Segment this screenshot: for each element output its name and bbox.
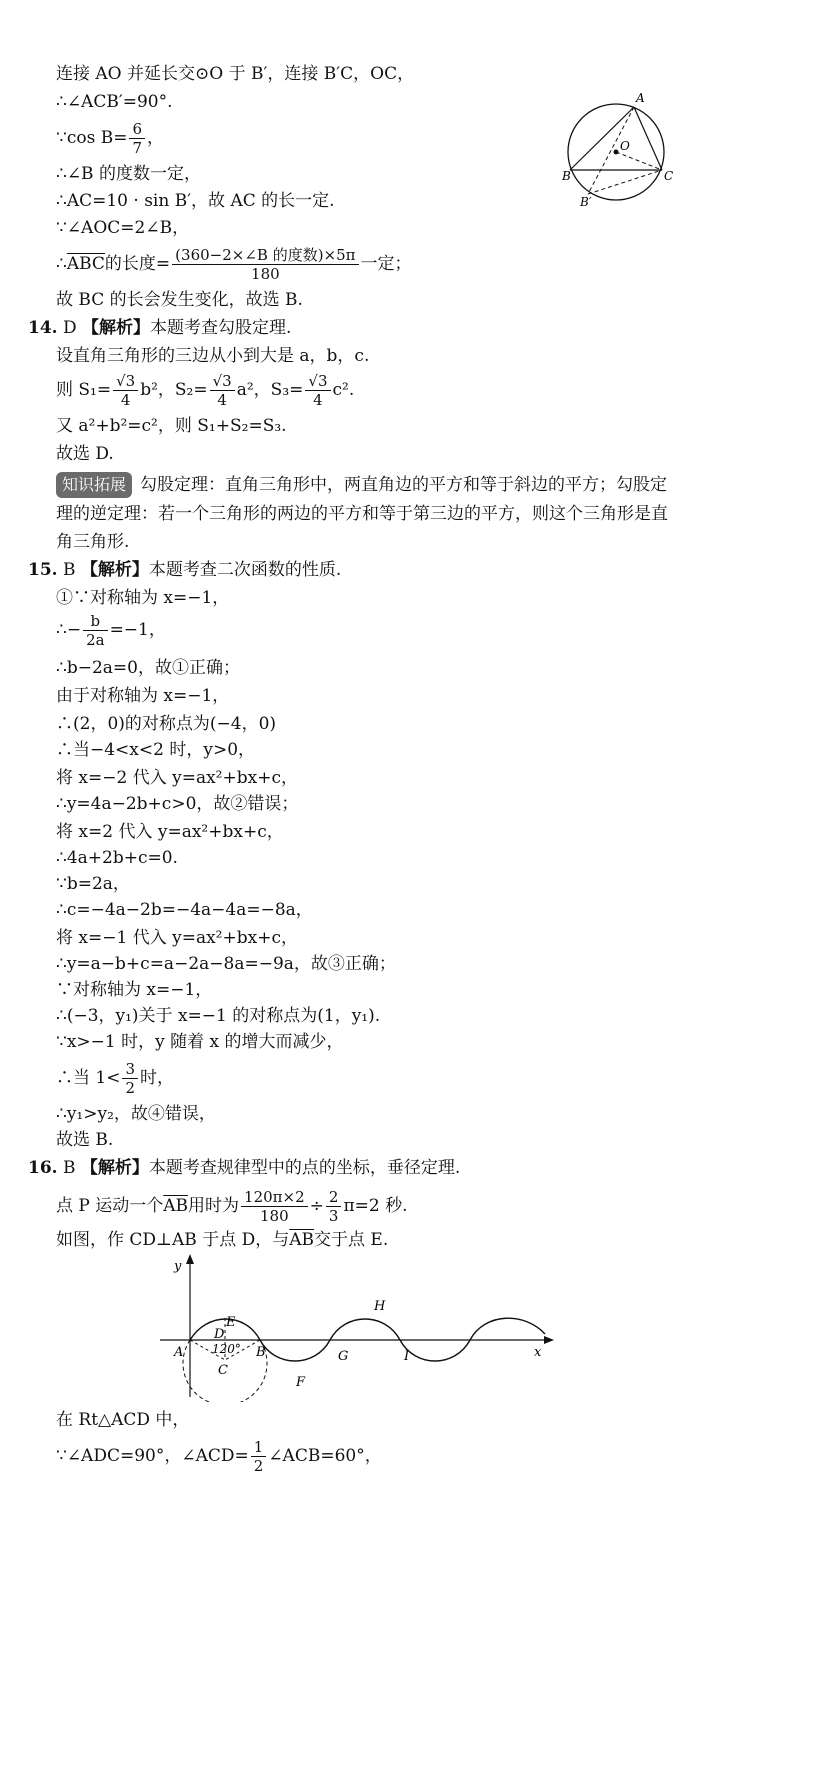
label-A: A: [636, 91, 645, 105]
fraction: [172, 246, 358, 283]
fraction: [251, 1438, 267, 1475]
y-axis-arrow: [186, 1254, 194, 1264]
text-segment: ∴: [56, 254, 67, 274]
fraction: [241, 1188, 308, 1225]
text-segment: ∵∠ADC=90°，∠ACD=: [56, 1446, 249, 1466]
text-line: [56, 1060, 174, 1097]
text-line: ∵对称轴为 x=−1，: [56, 980, 213, 1000]
text-line: 将 x=2 代入 y=ax²+bx+c，: [56, 822, 284, 842]
label-E: E: [226, 1315, 236, 1330]
text-line: ∵b=2a，: [56, 874, 130, 894]
analysis-tag: 【解析】: [80, 560, 149, 580]
numerator: (360−2×∠B 的度数)×5π: [172, 246, 358, 265]
text-segment: a²，S₃=: [236, 380, 304, 400]
text-segment: b²，S₂=: [140, 380, 208, 400]
text-segment: ∵cos B=: [56, 128, 128, 148]
center-point: [614, 150, 619, 155]
label-F: F: [296, 1375, 306, 1390]
text-segment: ∴当 1<: [56, 1068, 121, 1088]
text-segment: 一定；: [360, 254, 412, 274]
text-line: ∴b−2a=0，故①正确；: [56, 658, 240, 678]
fraction: [122, 1060, 138, 1097]
text-line: [56, 120, 164, 157]
text-segment: 交于点 E.: [314, 1230, 389, 1250]
question-14-header: [28, 316, 291, 340]
text-segment: 如图，作 CD⊥AB 于点 D，与: [56, 1230, 290, 1250]
text-line: 将 x=−2 代入 y=ax²+bx+c，: [56, 768, 298, 788]
angle-label: 120°: [212, 1342, 241, 1356]
text-line: ∵∠AOC=2∠B，: [56, 218, 190, 238]
text-line: [56, 612, 166, 649]
question-number: 16.: [28, 1158, 58, 1178]
fraction: [305, 372, 330, 409]
denominator: 4: [217, 391, 227, 409]
label-H: H: [374, 1299, 386, 1314]
text-line: 故 BC 的长会发生变化，故选 B.: [56, 290, 303, 310]
knowledge-extension-badge: 知识拓展: [56, 472, 132, 498]
label-O: O: [620, 139, 630, 153]
text-segment: ，: [146, 128, 164, 148]
text-line: 又 a²+b²=c²，则 S₁+S₂=S₃.: [56, 416, 287, 436]
label-B-prime: B′: [580, 195, 592, 208]
text-line: 连接 AO 并延长交⊙O 于 B′，连接 B′C，OC，: [56, 64, 415, 84]
label-B: B: [562, 169, 571, 183]
text-line: ∴y₁>y₂，故④错误，: [56, 1104, 216, 1124]
numerator: 3: [122, 1060, 138, 1079]
text-line: ∴(−3，y₁)关于 x=−1 的对称点为(1，y₁).: [56, 1006, 381, 1026]
text-line: ∴当−4<x<2 时，y>0，: [56, 740, 256, 760]
text-segment: =−1，: [109, 620, 166, 640]
text-line: ∴∠B 的度数一定，: [56, 164, 201, 184]
text-segment: 勾股定理：直角三角形中，两直角边的平方和等于斜边的平方；勾股定: [140, 475, 668, 495]
analysis-tag: 【解析】: [80, 1158, 149, 1178]
fraction: [326, 1188, 342, 1225]
text-line: [56, 1228, 388, 1252]
numerator: 6: [129, 120, 145, 139]
segment-B2C: [588, 170, 662, 194]
text-segment: π=2 秒.: [343, 1196, 408, 1216]
text-line: 将 x=−1 代入 y=ax²+bx+c，: [56, 928, 298, 948]
denominator: 2: [125, 1079, 136, 1097]
numerator: √3: [113, 372, 138, 391]
text-segment: 点 P 运动一个: [56, 1196, 164, 1216]
text-line: 由于对称轴为 x=−1，: [56, 686, 230, 706]
numerator: √3: [210, 372, 235, 391]
label-G: G: [338, 1349, 349, 1364]
text-line: 故选 D.: [56, 444, 114, 464]
text-line: 设直角三角形的三边从小到大是 a，b，c.: [56, 346, 370, 366]
denominator: 4: [313, 391, 323, 409]
text-line: ∴c=−4a−2b=−4a−4a=−8a，: [56, 900, 313, 920]
arc-label: $\overline{AB}$: [163, 1196, 189, 1216]
label-A: A: [174, 1345, 184, 1360]
numerator: 120π×2: [241, 1188, 308, 1207]
question-number: 15.: [28, 560, 58, 580]
knowledge-extension-line: [56, 472, 667, 498]
denominator: 2: [253, 1457, 264, 1475]
arc-label: $\overline{AB}$: [289, 1230, 315, 1250]
text-line: ∴AC=10 · sin B′，故 AC 的长一定.: [56, 191, 335, 211]
question-15-header: [28, 558, 341, 582]
question-number: 14.: [28, 318, 58, 338]
text-segment: ∴−: [56, 620, 82, 640]
numerator: 1: [251, 1438, 267, 1457]
fraction: [83, 612, 108, 649]
text-line: ∴4a+2b+c=0.: [56, 848, 178, 868]
text-line: ∵x>−1 时，y 随着 x 的增大而减少，: [56, 1032, 344, 1052]
label-C: C: [664, 169, 674, 183]
text-segment: ÷: [309, 1196, 324, 1216]
label-C: C: [218, 1363, 228, 1378]
label-I: I: [404, 1349, 410, 1364]
text-line: [56, 246, 412, 283]
analysis-text: 本题考查二次函数的性质.: [148, 560, 342, 580]
wave-diagram: [160, 1252, 560, 1402]
denominator: 3: [328, 1207, 339, 1225]
text-segment: 则 S₁=: [56, 380, 112, 400]
x-axis-arrow: [544, 1336, 554, 1344]
denominator: 4: [120, 391, 131, 409]
label-B: B: [256, 1345, 266, 1360]
fraction: [113, 372, 138, 409]
text-line: ①∵对称轴为 x=−1，: [56, 588, 230, 608]
text-line: 在 Rt△ACD 中，: [56, 1410, 190, 1430]
answer-choice: B: [57, 1158, 81, 1178]
text-line: ∴∠ACB′=90°.: [56, 92, 173, 112]
numerator: √3: [305, 372, 330, 391]
denominator: 180: [251, 265, 280, 283]
denominator: 180: [260, 1207, 289, 1225]
text-line: [56, 372, 354, 409]
analysis-text: 本题考查勾股定理.: [150, 318, 292, 338]
numerator: b: [83, 612, 108, 631]
analysis-tag: 【解析】: [82, 318, 151, 338]
denominator: 7: [132, 139, 142, 157]
text-line: 理的逆定理：若一个三角形的两边的平方和等于第三边的平方，则这个三角形是直: [56, 504, 668, 524]
text-line: 故选 B.: [56, 1130, 114, 1150]
text-segment: 用时为: [188, 1196, 240, 1216]
text-line: 角三角形.: [56, 532, 130, 552]
text-line: ∴y=4a−2b+c>0，故②错误；: [56, 794, 299, 814]
numerator: 2: [326, 1188, 342, 1207]
analysis-text: 本题考查规律型中的点的坐标，垂径定理.: [148, 1158, 461, 1178]
label-y: y: [174, 1259, 182, 1274]
label-x: x: [534, 1345, 542, 1360]
text-line: [56, 1188, 407, 1225]
text-segment: ∠ACB=60°，: [268, 1446, 382, 1466]
label-D: D: [214, 1327, 225, 1342]
text-segment: c².: [332, 380, 355, 400]
fraction: [129, 120, 145, 157]
fraction: [210, 372, 235, 409]
arc-label: $\overline{ABC}$: [66, 254, 105, 274]
answer-choice: B: [57, 560, 81, 580]
answer-choice: D: [57, 318, 83, 338]
text-line: [56, 1438, 382, 1475]
circle-diagram: [562, 84, 678, 208]
text-line: ∴(2，0)的对称点为(−4，0): [56, 714, 277, 734]
text-line: ∴y=a−b+c=a−2a−8a=−9a，故③正确；: [56, 954, 396, 974]
denominator: 2a: [86, 631, 105, 649]
text-segment: 的长度=: [104, 254, 171, 274]
question-16-header: [28, 1156, 460, 1180]
text-segment: 时，: [140, 1068, 175, 1088]
